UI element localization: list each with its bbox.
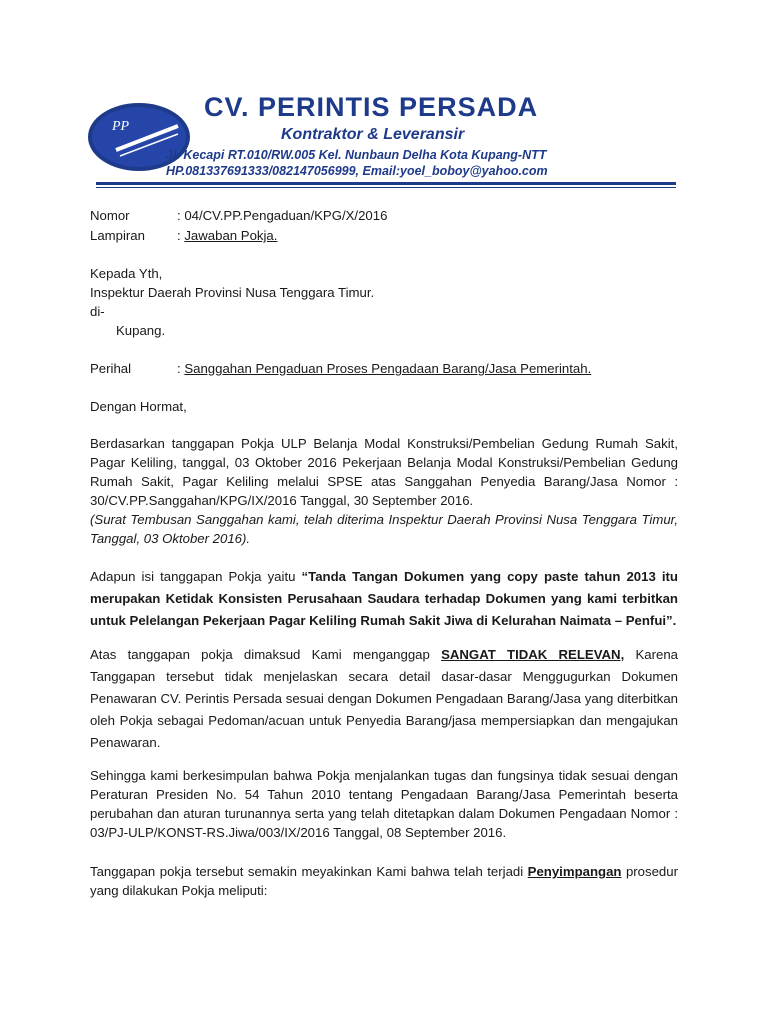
logo-text: PP [112, 119, 130, 134]
nomor-line [90, 206, 678, 225]
company-contact: HP.081337691333/082147056999, Email:yoel_boboy@yahoo.com [166, 164, 548, 178]
paragraph-2 [90, 566, 678, 632]
company-tagline: Kontraktor & Leveransir [281, 126, 465, 143]
lampiran-line [90, 226, 678, 245]
letterhead-divider [96, 182, 676, 185]
recipient-city: Kupang. [116, 323, 166, 338]
nomor-value: : 04/CV.PP.Pengaduan/KPG/X/2016 [177, 208, 388, 223]
salutation: Dengan Hormat, [90, 399, 187, 414]
recipient-title: Inspektur Daerah Provinsi Nusa Tenggara Timur. [90, 285, 375, 300]
paragraph-5-lead: Tanggapan pokja tersebut semakin meyakinkan Kami bahwa telah terjadi [90, 864, 528, 879]
recipient-greeting: Kepada Yth, [90, 266, 163, 281]
company-address: Jl. Kecapi RT.010/RW.005 Kel. Nunbaun Delha Kota Kupang-NTT [166, 148, 547, 162]
subject-line [90, 359, 678, 378]
letterhead [86, 88, 682, 192]
paragraph-1-note: (Surat Tembusan Sanggahan kami, telah diterima Inspektur Daerah Provinsi Nusa Tenggara Timur, Tanggal, 03 Oktober 2016). [90, 512, 678, 546]
paragraph-2-quote: “Tanda Tangan Dokumen yang copy paste tahun 2013 itu merupakan Ketidak Konsisten Perusahaan Saudara terhadap Dokumen yang kami terbitkan untuk Pelelangan Pekerjaan Pagar Keliling Rumah Sakit Jiwa di Kelurahan Naimata – Penfui”. [90, 569, 678, 628]
paragraph-3-rest: Karena Tanggapan tersebut tidak menjelaskan secara detail dasar-dasar Menggugurkan Dokumen Penawaran CV. Perintis Persada sesuai dengan Dokumen Pengadaan Barang/Jasa yang diterbitkan oleh Pokja sebagai Pedoman/acuan untuk Penyedia Barang/jasa mempersiapkan dan mengajukan Penawaran. [90, 647, 678, 750]
paragraph-5-rest: prosedur yang dilakukan Pokja meliputi: [90, 864, 678, 898]
company-logo [86, 100, 192, 174]
paragraph-2-lead: Adapun isi tanggapan Pokja yaitu [90, 569, 302, 584]
paragraph-3-emphasis: SANGAT TIDAK RELEVAN, [441, 647, 625, 662]
paragraph-1-text: Berdasarkan tanggapan Pokja ULP Belanja Modal Konstruksi/Pembelian Gedung Rumah Sakit, Pagar Keliling, tanggal, 03 Oktober 2016 Pekerjaan Belanja Modal Konstruksi/Pembelian Gedung Rumah Sakit, Pagar Keliling melalui SPSE atas Sanggahan Penyedia Barang/Jasa Nomor : 30/CV.PP.Sanggahan/KPG/IX/2016 Tanggal, 30 September 2016. [90, 436, 678, 508]
paragraph-3 [90, 644, 678, 754]
recipient-di: di- [90, 304, 105, 319]
letterhead-divider-thin [96, 187, 676, 188]
lampiran-value: Jawaban Pokja. [184, 228, 278, 243]
subject-colon: : [177, 361, 185, 376]
lampiran-label: Lampiran [90, 228, 145, 243]
paragraph-5 [90, 862, 678, 900]
nomor-label: Nomor [90, 208, 130, 223]
paragraph-3-lead: Atas tanggapan pokja dimaksud Kami menganggap [90, 647, 442, 662]
paragraph-4: Sehingga kami berkesimpulan bahwa Pokja menjalankan tugas dan fungsinya tidak sesuai dengan Peraturan Presiden No. 54 Tahun 2010 tentang Pengadaan Barang/Jasa Pemerintah beserta perubahan dan aturan turunannya serta yang telah ditetapkan dalam Dokumen Pengadaan Nomor : 03/PJ-ULP/KONST-RS.Jiwa/003/IX/2016 Tanggal, 08 September 2016. [90, 768, 678, 840]
subject-label: Perihal [90, 361, 132, 376]
subject-value: Sanggahan Pengaduan Proses Pengadaan Barang/Jasa Pemerintah. [184, 361, 592, 376]
company-name: CV. PERINTIS PERSADA [204, 92, 539, 122]
lampiran-colon: : [177, 228, 185, 243]
paragraph-5-emphasis: Penyimpangan [527, 864, 622, 879]
paragraph-1 [90, 434, 678, 548]
